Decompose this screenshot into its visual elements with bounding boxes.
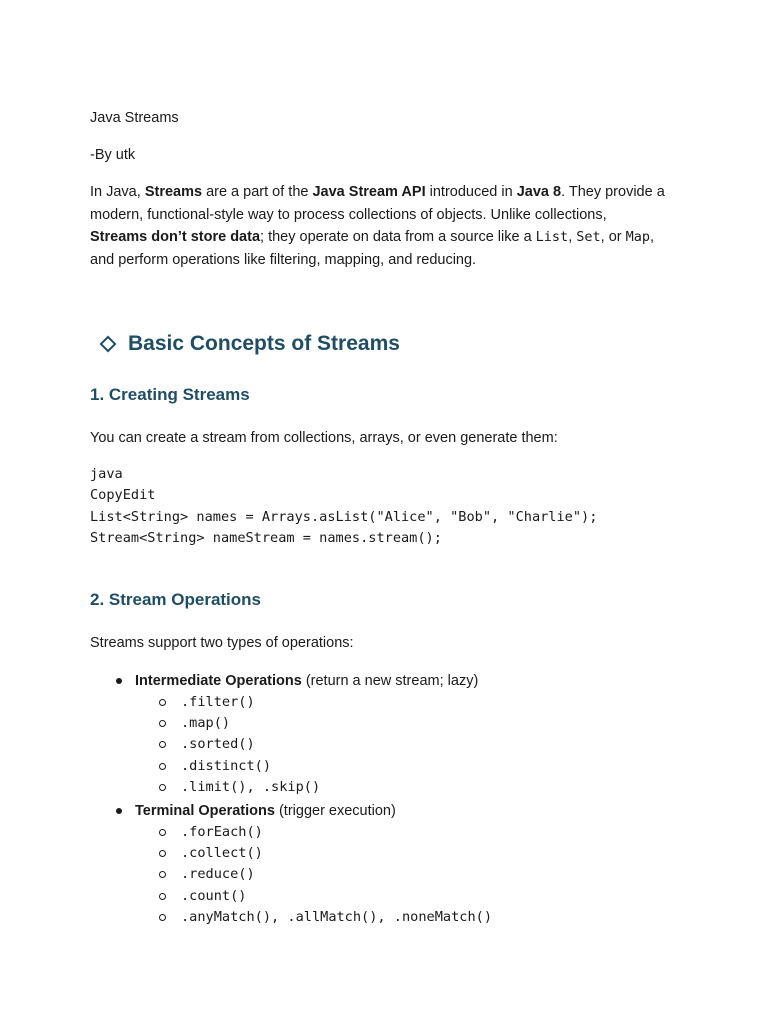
stream-operations-heading: 2. Stream Operations	[90, 590, 262, 609]
circle-bullet-icon	[159, 914, 166, 921]
creating-streams-heading: 1. Creating Streams	[90, 385, 250, 404]
sub-list-item: .map()	[181, 715, 231, 731]
circle-bullet-icon	[159, 699, 166, 706]
code-line: List<String> names = Arrays.asList("Alice", "Bob", "Charlie");	[90, 509, 598, 525]
diamond-bullet-icon	[100, 336, 117, 353]
sub-list-item: .limit(), .skip()	[181, 779, 321, 795]
doc-title: Java Streams	[90, 110, 179, 126]
code-line: java	[90, 466, 123, 482]
list-item: Intermediate Operations (return a new stream; lazy)	[135, 673, 479, 689]
circle-bullet-icon	[159, 741, 166, 748]
sub-list-item: .forEach()	[181, 824, 263, 840]
creating-streams-text: You can create a stream from collections, arrays, or even generate them:	[90, 430, 558, 446]
doc-author: -By utk	[90, 147, 136, 163]
circle-bullet-icon	[159, 850, 166, 857]
circle-bullet-icon	[159, 720, 166, 727]
circle-bullet-icon	[159, 784, 166, 791]
sub-list-item: .anyMatch(), .allMatch(), .noneMatch()	[181, 909, 492, 925]
bullet-icon	[116, 678, 122, 684]
code-line: Stream<String> nameStream = names.stream();	[90, 530, 442, 546]
circle-bullet-icon	[159, 829, 166, 836]
sub-list-item: .reduce()	[181, 866, 255, 882]
circle-bullet-icon	[159, 871, 166, 878]
sub-list-item: .collect()	[181, 845, 263, 861]
bullet-icon	[116, 808, 122, 814]
circle-bullet-icon	[159, 893, 166, 900]
sub-list-item: .filter()	[181, 694, 255, 710]
stream-operations-text: Streams support two types of operations:	[90, 635, 354, 651]
section-heading: Basic Concepts of Streams	[100, 332, 400, 356]
sub-list-item: .sorted()	[181, 736, 255, 752]
circle-bullet-icon	[159, 763, 166, 770]
sub-list-item: .distinct()	[181, 758, 272, 774]
list-item: Terminal Operations (trigger execution)	[135, 803, 396, 819]
sub-list-item: .count()	[181, 888, 247, 904]
code-line: CopyEdit	[90, 487, 156, 503]
intro-paragraph: In Java, Streams are a part of the Java Stream API introduced in Java 8. They provide a modern, functional-style way to process collections of objects. Unlike collections, Streams don’t store data; they operate on data from a source like a List, Set, or Map, and perform operations like filtering, mapping, and reducing.	[90, 184, 665, 268]
